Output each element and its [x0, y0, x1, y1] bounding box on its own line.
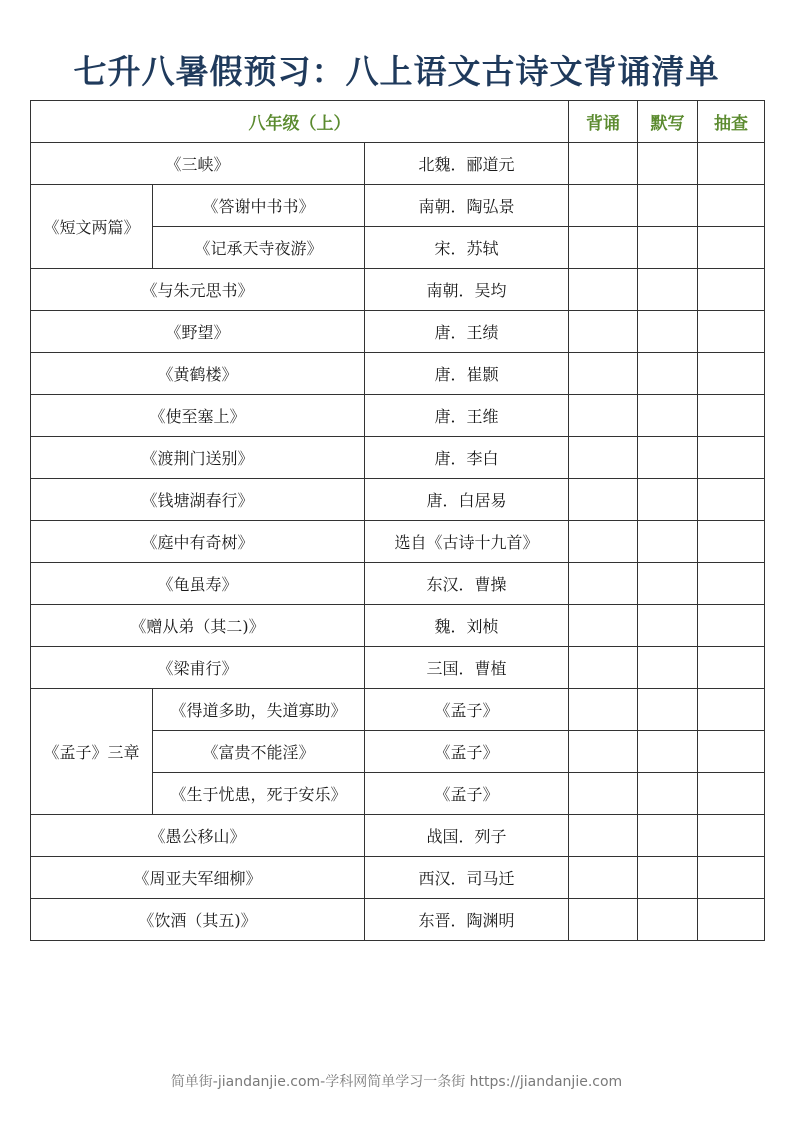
work-title: 《黄鹤楼》 — [31, 353, 365, 395]
spot-check-cell[interactable] — [698, 563, 765, 605]
table-row — [31, 899, 765, 941]
spot-check-cell[interactable] — [698, 605, 765, 647]
work-title: 《生于忧患，死于安乐》 — [153, 773, 365, 815]
dictation-check-cell[interactable] — [638, 857, 698, 899]
work-author: 《孟子》 — [365, 731, 569, 773]
work-title: 《使至塞上》 — [31, 395, 365, 437]
recite-check-cell[interactable] — [569, 479, 638, 521]
work-author: 南朝．吴均 — [365, 269, 569, 311]
work-author: 唐．王绩 — [365, 311, 569, 353]
recite-check-cell[interactable] — [569, 647, 638, 689]
spot-check-cell[interactable] — [698, 857, 765, 899]
dictation-column-header: 默写 — [638, 101, 698, 143]
recite-check-cell[interactable] — [569, 395, 638, 437]
spot-check-cell[interactable] — [698, 899, 765, 941]
work-author: 唐．白居易 — [365, 479, 569, 521]
recite-check-cell[interactable] — [569, 437, 638, 479]
work-title: 《与朱元思书》 — [31, 269, 365, 311]
work-title: 《三峡》 — [31, 143, 365, 185]
spot-check-cell[interactable] — [698, 521, 765, 563]
spot-check-cell[interactable] — [698, 353, 765, 395]
work-author: 唐．崔颢 — [365, 353, 569, 395]
work-author: 选自《古诗十九首》 — [365, 521, 569, 563]
dictation-check-cell[interactable] — [638, 437, 698, 479]
dictation-check-cell[interactable] — [638, 647, 698, 689]
dictation-check-cell[interactable] — [638, 605, 698, 647]
work-title: 《饮酒（其五)》 — [31, 899, 365, 941]
work-author: 《孟子》 — [365, 689, 569, 731]
table-row — [31, 815, 765, 857]
spot-check-cell[interactable] — [698, 689, 765, 731]
table-row — [31, 269, 765, 311]
recite-check-cell[interactable] — [569, 269, 638, 311]
work-title: 《钱塘湖春行》 — [31, 479, 365, 521]
work-author: 唐．王维 — [365, 395, 569, 437]
work-title: 《富贵不能淫》 — [153, 731, 365, 773]
dictation-check-cell[interactable] — [638, 689, 698, 731]
work-author: 《孟子》 — [365, 773, 569, 815]
table-row — [31, 143, 765, 185]
spot-check-cell[interactable] — [698, 311, 765, 353]
spot-check-cell[interactable] — [698, 227, 765, 269]
recitation-checklist-table — [30, 100, 765, 941]
dictation-check-cell[interactable] — [638, 479, 698, 521]
dictation-check-cell[interactable] — [638, 143, 698, 185]
work-title: 《庭中有奇树》 — [31, 521, 365, 563]
spot-check-cell[interactable] — [698, 815, 765, 857]
work-author: 东汉．曹操 — [365, 563, 569, 605]
recite-column-header: 背诵 — [569, 101, 638, 143]
spot-check-cell[interactable] — [698, 773, 765, 815]
work-author: 战国．列子 — [365, 815, 569, 857]
recite-check-cell[interactable] — [569, 521, 638, 563]
table-row — [31, 311, 765, 353]
dictation-check-cell[interactable] — [638, 395, 698, 437]
table-row — [31, 647, 765, 689]
spot-check-cell[interactable] — [698, 395, 765, 437]
table-row — [31, 395, 765, 437]
table-row — [31, 605, 765, 647]
grade-header: 八年级（上） — [31, 101, 569, 143]
work-title: 《答谢中书书》 — [153, 185, 365, 227]
table-row — [31, 185, 765, 227]
work-title: 《赠从弟（其二)》 — [31, 605, 365, 647]
recite-check-cell[interactable] — [569, 689, 638, 731]
group-title: 《孟子》三章 — [31, 689, 153, 815]
table-row — [31, 857, 765, 899]
work-title: 《渡荆门送别》 — [31, 437, 365, 479]
page-footer: 简单街-jiandanjie.com-学科网简单学习一条街 https://jiandanjie.com — [170, 1074, 623, 1090]
dictation-check-cell[interactable] — [638, 563, 698, 605]
work-title: 《梁甫行》 — [31, 647, 365, 689]
work-author: 魏．刘桢 — [365, 605, 569, 647]
spot-check-cell[interactable] — [698, 437, 765, 479]
spot-check-cell[interactable] — [698, 479, 765, 521]
table-row — [31, 353, 765, 395]
work-title: 《野望》 — [31, 311, 365, 353]
work-title: 《愚公移山》 — [31, 815, 365, 857]
recite-check-cell[interactable] — [569, 311, 638, 353]
dictation-check-cell[interactable] — [638, 731, 698, 773]
recite-check-cell[interactable] — [569, 605, 638, 647]
dictation-check-cell[interactable] — [638, 227, 698, 269]
recite-check-cell[interactable] — [569, 185, 638, 227]
dictation-check-cell[interactable] — [638, 815, 698, 857]
work-title: 《得道多助，失道寡助》 — [153, 689, 365, 731]
work-author: 东晋．陶渊明 — [365, 899, 569, 941]
work-author: 唐．李白 — [365, 437, 569, 479]
spot-check-column-header: 抽查 — [698, 101, 765, 143]
page-title: 七升八暑假预习：八上语文古诗文背诵清单 — [73, 52, 720, 91]
dictation-check-cell[interactable] — [638, 899, 698, 941]
header-row — [31, 101, 765, 143]
work-title: 《周亚夫军细柳》 — [31, 857, 365, 899]
dictation-check-cell[interactable] — [638, 773, 698, 815]
dictation-check-cell[interactable] — [638, 269, 698, 311]
dictation-check-cell[interactable] — [638, 521, 698, 563]
table-row — [31, 437, 765, 479]
spot-check-cell[interactable] — [698, 143, 765, 185]
spot-check-cell[interactable] — [698, 731, 765, 773]
table-row — [31, 689, 765, 731]
spot-check-cell[interactable] — [698, 269, 765, 311]
work-author: 北魏．郦道元 — [365, 143, 569, 185]
recite-check-cell[interactable] — [569, 815, 638, 857]
work-title: 《记承天寺夜游》 — [153, 227, 365, 269]
recite-check-cell[interactable] — [569, 857, 638, 899]
work-author: 南朝．陶弘景 — [365, 185, 569, 227]
work-author: 西汉．司马迁 — [365, 857, 569, 899]
spot-check-cell[interactable] — [698, 185, 765, 227]
dictation-check-cell[interactable] — [638, 311, 698, 353]
work-author: 三国．曹植 — [365, 647, 569, 689]
recite-check-cell[interactable] — [569, 143, 638, 185]
table-row — [31, 563, 765, 605]
recite-check-cell[interactable] — [569, 899, 638, 941]
work-author: 宋．苏轼 — [365, 227, 569, 269]
dictation-check-cell[interactable] — [638, 353, 698, 395]
group-title: 《短文两篇》 — [31, 185, 153, 269]
recite-check-cell[interactable] — [569, 773, 638, 815]
spot-check-cell[interactable] — [698, 647, 765, 689]
recite-check-cell[interactable] — [569, 353, 638, 395]
recite-check-cell[interactable] — [569, 227, 638, 269]
table-row — [31, 521, 765, 563]
work-title: 《龟虽寿》 — [31, 563, 365, 605]
table-row — [31, 479, 765, 521]
dictation-check-cell[interactable] — [638, 185, 698, 227]
recite-check-cell[interactable] — [569, 563, 638, 605]
recite-check-cell[interactable] — [569, 731, 638, 773]
